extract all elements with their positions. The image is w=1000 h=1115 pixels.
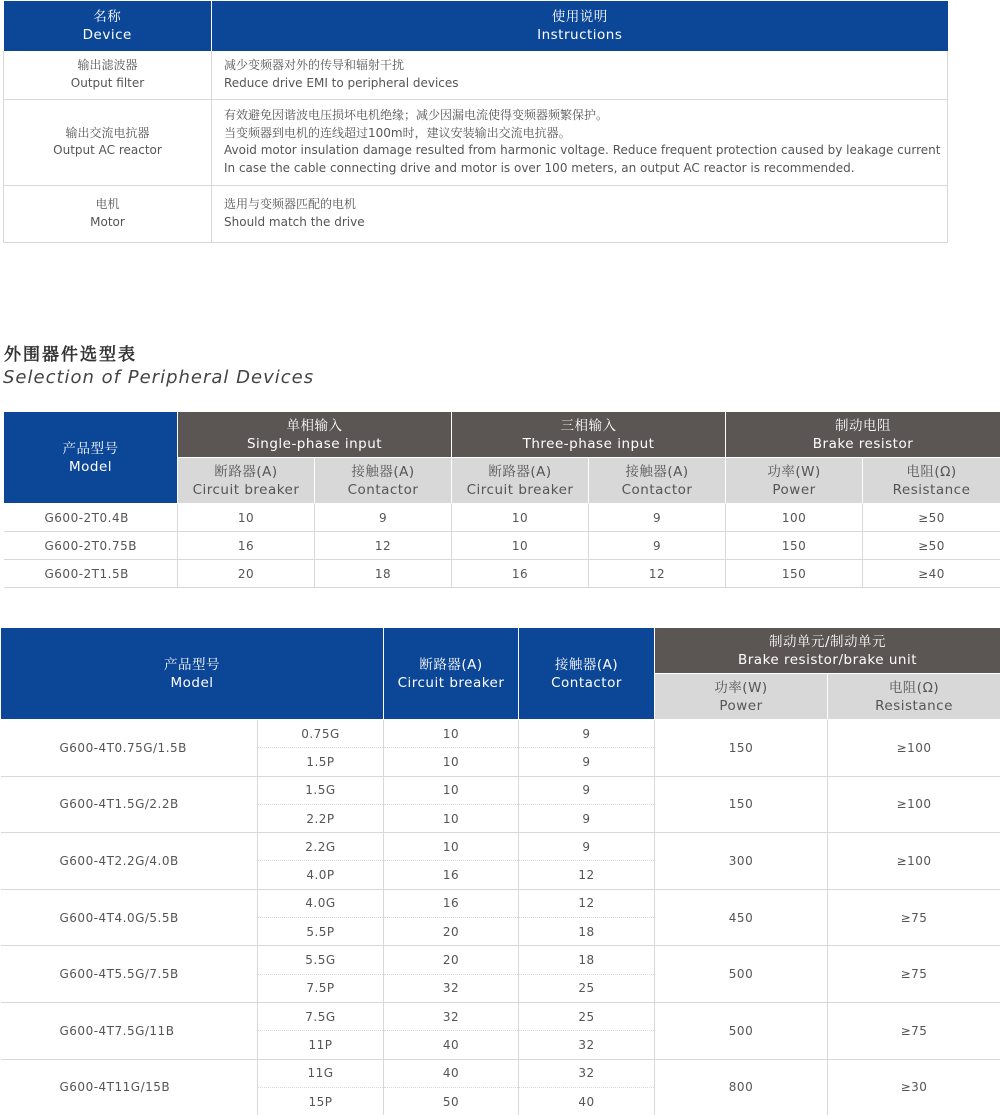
header-cn: 功率(W) <box>767 463 821 480</box>
single-phase-header <box>178 412 452 458</box>
power-subheader <box>655 674 828 720</box>
header-cn: 功率(W) <box>714 679 768 696</box>
breaker-cell: 10 <box>384 720 519 748</box>
header-cn: 电阻(Ω) <box>888 679 940 696</box>
contactor-cell: 9 <box>315 504 452 532</box>
table-row <box>4 504 1000 532</box>
header-en: Resistance <box>875 697 953 714</box>
table-row <box>1 889 1000 917</box>
header-en: Circuit breaker <box>192 481 300 498</box>
resistance-cell: ≥40 <box>863 560 1000 588</box>
rating-cell: 0.75G <box>258 720 384 748</box>
rating-cell: 1.5G <box>258 776 384 804</box>
breaker-cell: 16 <box>384 861 519 889</box>
model-column-header <box>1 628 384 720</box>
header-en: Brake resistor <box>812 435 914 452</box>
model-cell: G600-4T7.5G/11B <box>1 1002 258 1059</box>
device-name-en: Output AC reactor <box>53 143 162 157</box>
header-en: Resistance <box>892 481 971 498</box>
power-subheader <box>726 458 863 504</box>
header-en: Contactor <box>551 674 622 691</box>
table-row <box>1 1002 1000 1030</box>
header-en: Single-phase input <box>246 435 383 452</box>
breaker-cell: 10 <box>178 504 315 532</box>
breaker-cell: 16 <box>452 560 589 588</box>
header-en: Instructions <box>537 27 623 43</box>
header-cn: 产品型号 <box>62 440 119 457</box>
breaker-cell: 10 <box>452 532 589 560</box>
contactor-cell: 9 <box>519 776 655 804</box>
device-name-cn: 输出滤波器 <box>77 58 138 73</box>
breaker-cell: 32 <box>384 1002 519 1030</box>
contactor-cell: 9 <box>519 720 655 748</box>
device-cell <box>4 51 212 99</box>
header-en: Model <box>68 458 113 475</box>
header-cn: 名称 <box>93 9 122 25</box>
table-row <box>1 1059 1000 1087</box>
header-cn: 单相输入 <box>286 417 343 434</box>
header-cn: 接触器(A) <box>351 463 415 480</box>
table-row <box>1 833 1000 861</box>
contactor-cell: 25 <box>519 974 655 1002</box>
model-cell: G600-4T2.2G/4.0B <box>1 833 258 890</box>
three-phase-4t-selection-table <box>0 627 1000 1115</box>
header-cn: 使用说明 <box>551 9 608 25</box>
contactor-cell: 9 <box>589 504 726 532</box>
instruction-line: Reduce drive EMI to peripheral devices <box>224 75 459 90</box>
rating-cell: 4.0G <box>258 889 384 917</box>
instruction-line: Should match the drive <box>224 214 365 229</box>
brake-unit-header <box>655 628 1000 674</box>
device-name-en: Output filter <box>70 75 145 90</box>
header-cn: 三相输入 <box>560 417 617 434</box>
contactor-cell: 9 <box>519 748 655 776</box>
power-cell: 150 <box>726 532 863 560</box>
contactor-subheader <box>589 458 726 504</box>
resistance-cell: ≥30 <box>828 1059 1000 1115</box>
header-cn: 制动单元/制动单元 <box>768 633 887 650</box>
breaker-subheader <box>178 458 315 504</box>
table-header-row <box>1 628 1000 674</box>
device-instructions-table <box>3 1 948 243</box>
model-cell: G600-2T1.5B <box>4 560 178 588</box>
breaker-cell: 40 <box>384 1031 519 1059</box>
breaker-cell: 32 <box>384 974 519 1002</box>
breaker-cell: 20 <box>384 918 519 946</box>
instructions-column-header <box>212 1 948 51</box>
table-row <box>4 99 948 185</box>
model-cell: G600-2T0.75B <box>4 532 178 560</box>
table-header-row <box>4 412 1000 458</box>
model-cell: G600-4T5.5G/7.5B <box>1 946 258 1003</box>
contactor-cell: 12 <box>589 560 726 588</box>
breaker-cell: 16 <box>178 532 315 560</box>
contactor-subheader <box>315 458 452 504</box>
resistance-subheader <box>863 458 1000 504</box>
instruction-line: In case the cable connecting drive and motor is over 100 meters, an output AC reactor is recommended. <box>224 160 855 175</box>
resistance-cell: ≥75 <box>828 1002 1000 1059</box>
breaker-subheader <box>452 458 589 504</box>
device-name-en: Motor <box>90 214 125 229</box>
section-title-en: Selection of Peripheral Devices <box>3 367 315 388</box>
breaker-cell: 10 <box>384 748 519 776</box>
contactor-cell: 40 <box>519 1087 655 1115</box>
device-cell <box>4 185 212 242</box>
rating-cell: 5.5G <box>258 946 384 974</box>
rating-cell: 7.5P <box>258 974 384 1002</box>
resistance-cell: ≥75 <box>828 946 1000 1003</box>
contactor-cell: 18 <box>315 560 452 588</box>
contactor-cell: 12 <box>315 532 452 560</box>
table-body <box>1 720 1000 1115</box>
header-en: Three-phase input <box>522 435 655 452</box>
rating-cell: 11G <box>258 1059 384 1087</box>
header-cn: 接触器(A) <box>554 656 619 673</box>
instruction-cell <box>212 185 948 242</box>
contactor-cell: 12 <box>519 861 655 889</box>
device-cell <box>4 99 212 185</box>
breaker-cell: 40 <box>384 1059 519 1087</box>
power-cell: 100 <box>726 504 863 532</box>
instruction-line: 当变频器到电机的连线超过100m时，建议安装输出交流电抗器。 <box>224 125 571 140</box>
header-en: Contactor <box>621 481 693 498</box>
instruction-line: 有效避免因谐波电压损坏电机绝缘；减少因漏电流使得变频器频繁保护。 <box>224 108 609 122</box>
contactor-cell: 9 <box>589 532 726 560</box>
breaker-cell: 10 <box>384 776 519 804</box>
model-cell: G600-4T0.75G/1.5B <box>1 720 258 777</box>
rating-cell: 1.5P <box>258 748 384 776</box>
table-row <box>4 51 948 99</box>
device-column-header <box>4 1 212 51</box>
power-cell: 500 <box>655 946 828 1003</box>
power-cell: 300 <box>655 833 828 890</box>
contactor-cell: 25 <box>519 1002 655 1030</box>
contactor-cell: 18 <box>519 946 655 974</box>
header-en: Contactor <box>347 481 419 498</box>
header-cn: 接触器(A) <box>625 463 689 480</box>
three-phase-header <box>452 412 726 458</box>
header-en: Power <box>719 697 763 714</box>
model-cell: G600-4T1.5G/2.2B <box>1 776 258 833</box>
model-column-header <box>4 412 178 504</box>
header-cn: 制动电阻 <box>835 417 892 434</box>
resistance-cell: ≥50 <box>863 532 1000 560</box>
table-header-row <box>4 1 948 51</box>
rating-cell: 15P <box>258 1087 384 1115</box>
rating-cell: 2.2P <box>258 804 384 832</box>
breaker-cell: 10 <box>384 833 519 861</box>
section-title-cn: 外围器件选型表 <box>4 345 137 365</box>
resistance-cell: ≥50 <box>863 504 1000 532</box>
power-cell: 150 <box>655 720 828 777</box>
brake-resistor-header <box>726 412 1000 458</box>
breaker-column-header <box>384 628 519 720</box>
breaker-cell: 20 <box>384 946 519 974</box>
resistance-cell: ≥100 <box>828 720 1000 777</box>
power-cell: 500 <box>655 1002 828 1059</box>
device-name-cn: 电机 <box>95 197 120 211</box>
table-row <box>1 776 1000 804</box>
contactor-cell: 9 <box>519 804 655 832</box>
contactor-cell: 12 <box>519 889 655 917</box>
rating-cell: 2.2G <box>258 833 384 861</box>
header-cn: 产品型号 <box>164 656 220 673</box>
header-en: Circuit breaker <box>466 481 574 498</box>
power-cell: 800 <box>655 1059 828 1115</box>
power-cell: 450 <box>655 889 828 946</box>
instruction-line: 减少变频器对外的传导和辐射干扰 <box>224 58 405 73</box>
power-cell: 150 <box>655 776 828 833</box>
breaker-cell: 10 <box>452 504 589 532</box>
contactor-column-header <box>519 628 655 720</box>
contactor-cell: 32 <box>519 1031 655 1059</box>
header-cn: 断路器(A) <box>488 463 552 480</box>
contactor-cell: 32 <box>519 1059 655 1087</box>
device-name-cn: 输出交流电抗器 <box>65 125 150 140</box>
model-cell: G600-4T4.0G/5.5B <box>1 889 258 946</box>
breaker-cell: 20 <box>178 560 315 588</box>
single-three-phase-selection-table <box>3 411 1000 588</box>
power-cell: 150 <box>726 560 863 588</box>
breaker-cell: 10 <box>384 804 519 832</box>
header-cn: 断路器(A) <box>419 656 483 673</box>
resistance-cell: ≥100 <box>828 776 1000 833</box>
header-en: Power <box>772 481 816 498</box>
table-row <box>4 560 1000 588</box>
model-cell: G600-4T11G/15B <box>1 1059 258 1115</box>
contactor-cell: 9 <box>519 833 655 861</box>
rating-cell: 11P <box>258 1031 384 1059</box>
rating-cell: 5.5P <box>258 918 384 946</box>
instruction-cell <box>212 51 948 99</box>
rating-cell: 7.5G <box>258 1002 384 1030</box>
header-cn: 电阻(Ω) <box>906 463 957 480</box>
header-en: Model <box>170 674 214 691</box>
table-row <box>1 946 1000 974</box>
resistance-subheader <box>828 674 1000 720</box>
table-row <box>4 185 948 242</box>
instruction-cell <box>212 99 948 185</box>
resistance-cell: ≥75 <box>828 889 1000 946</box>
header-cn: 断路器(A) <box>214 463 278 480</box>
header-en: Device <box>82 27 132 43</box>
resistance-cell: ≥100 <box>828 833 1000 890</box>
breaker-cell: 50 <box>384 1087 519 1115</box>
breaker-cell: 16 <box>384 889 519 917</box>
rating-cell: 4.0P <box>258 861 384 889</box>
contactor-cell: 18 <box>519 918 655 946</box>
header-en: Circuit breaker <box>397 674 505 691</box>
instruction-line: 选用与变频器匹配的电机 <box>224 197 357 211</box>
instruction-line: Avoid motor insulation damage resulted from harmonic voltage. Reduce frequent protection caused by leakage current <box>224 143 941 157</box>
table-row <box>1 720 1000 748</box>
header-en: Brake resistor/brake unit <box>737 651 918 668</box>
table-row <box>4 532 1000 560</box>
model-cell: G600-2T0.4B <box>4 504 178 532</box>
